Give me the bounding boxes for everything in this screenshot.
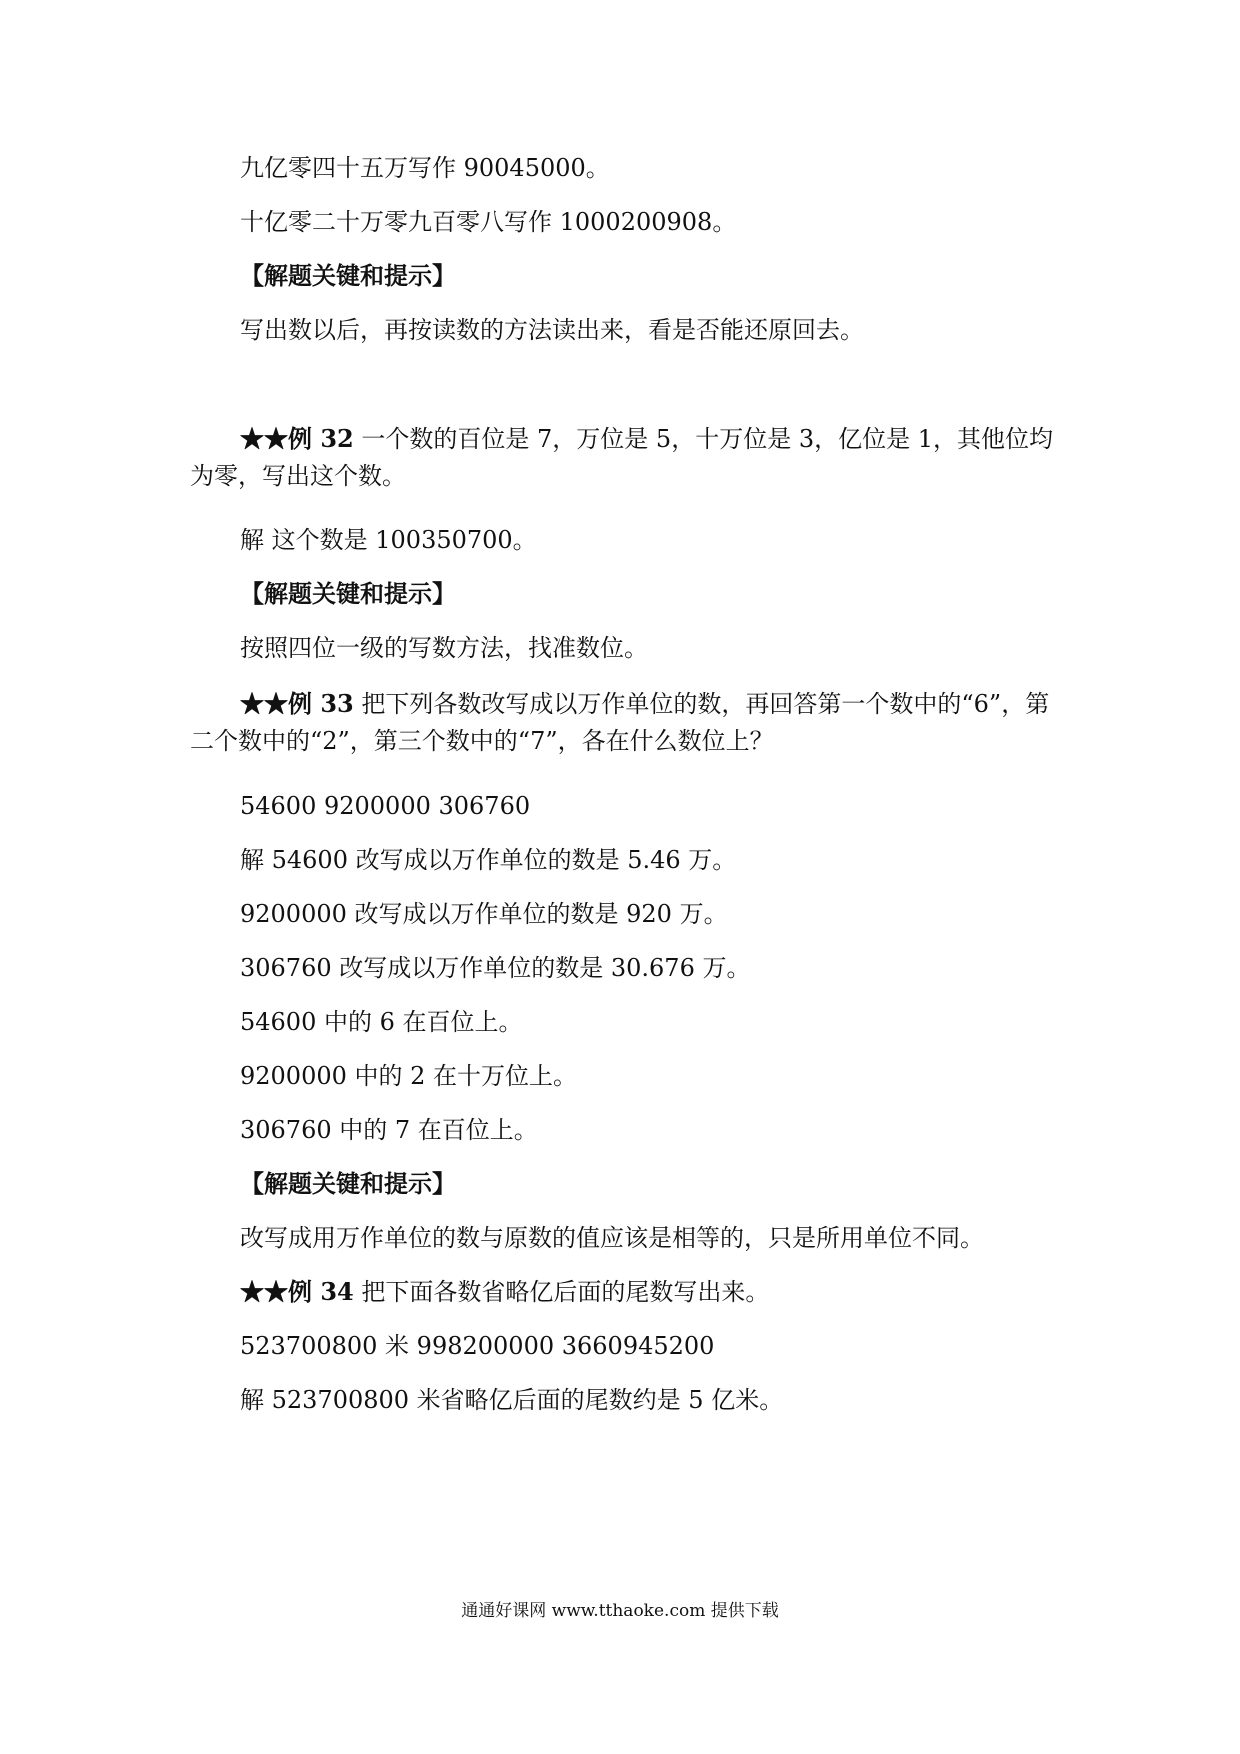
page-footer: 通通好课网 www.tthaoke.com 提供下载 <box>461 1601 779 1621</box>
text-line: 改写成用万作单位的数与原数的值应该是相等的，只是所用单位不同。 <box>240 1224 984 1252</box>
example-text: 把下面各数省略亿后面的尾数写出来。 <box>353 1278 770 1306</box>
example-label: ★★例 32 <box>240 424 354 453</box>
example-label: ★★例 33 <box>240 689 354 718</box>
section-heading: 【解题关键和提示】 <box>240 261 456 290</box>
text-line: 按照四位一级的写数方法，找准数位。 <box>240 634 648 662</box>
section-heading: 【解题关键和提示】 <box>240 579 456 608</box>
example-text: 一个数的百位是 7，万位是 5，十万位是 3，亿位是 1，其他位均为零，写出这个数。 <box>190 425 1053 490</box>
text-line: 9200000 中的 2 在十万位上。 <box>240 1062 578 1090</box>
text-line: 解 54600 改写成以万作单位的数是 5.46 万。 <box>240 846 737 874</box>
example-34-line <box>240 1275 769 1309</box>
text-line: 十亿零二十万零九百零八写作 1000200908。 <box>240 208 737 236</box>
text-line: 9200000 改写成以万作单位的数是 920 万。 <box>240 900 728 928</box>
text-line: 解 这个数是 100350700。 <box>240 526 537 554</box>
text-line: 54600 9200000 306760 <box>240 792 531 820</box>
text-line: 523700800 米 998200000 3660945200 <box>240 1332 715 1360</box>
text-line: 写出数以后，再按读数的方法读出来，看是否能还原回去。 <box>240 316 864 344</box>
example-32-paragraph <box>190 420 1070 495</box>
example-33-paragraph <box>190 685 1070 760</box>
example-label: ★★例 34 <box>240 1277 354 1306</box>
text-line: 306760 中的 7 在百位上。 <box>240 1116 538 1144</box>
text-line: 54600 中的 6 在百位上。 <box>240 1008 523 1036</box>
section-heading: 【解题关键和提示】 <box>240 1169 456 1198</box>
text-line: 九亿零四十五万写作 90045000。 <box>240 154 610 182</box>
text-line: 306760 改写成以万作单位的数是 30.676 万。 <box>240 954 751 982</box>
example-text: 把下列各数改写成以万作单位的数，再回答第一个数中的“6”，第二个数中的“2”，第三个数中的“7”，各在什么数位上？ <box>190 690 1050 755</box>
text-line: 解 523700800 米省略亿后面的尾数约是 5 亿米。 <box>240 1386 784 1414</box>
